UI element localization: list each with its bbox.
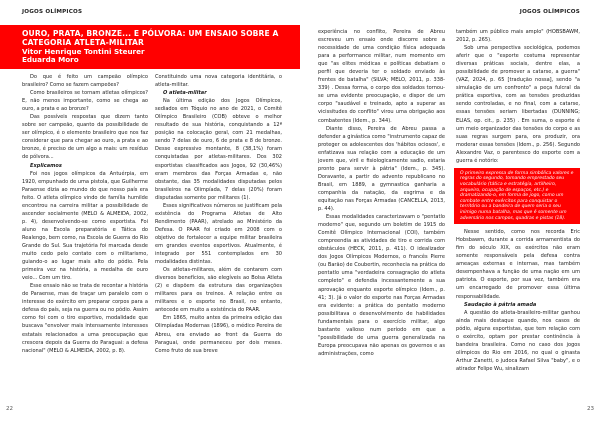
block-quote-text: O primeiro expressa de forma simbólica valores e regras do segundo, tomando emprestado seu vocabulário (tática e estratégia, artilheiro, arqueiro, ocupação de espaços, etc.) e dramatizando-o, em forma de jogo, como um combate entre exércitos para conquistar o território ou a bandeira de quem seria o seu inimigo numa batalha, mas que é somente um adversário nos campos, quadras e pistas (18). xyxy=(460,170,574,221)
block-quote xyxy=(454,168,580,224)
paragraph: Esses significativos números se justificam pela existência do Programa Atletas de Alto Rendimento (PAAR), atrelado ao Ministério da Defesa. O PAAR foi criado em 2008 com o objetivo de fortalecer a equipe militar brasileira em grandes eventos esportivos. Atualmente, é integrado por 551 contemplados em 30 modalidades distintas. xyxy=(155,202,282,266)
paragraph: Nesse sentido, como nos recorda Eric Hobsbawm, durante a corrida armamentista do fim do século XIX, os exércitos não eram somente responsáveis pela defesa contra ameaças externas e internas, mas também desempenhava a função de uma nação em um patriota. O esporte, por sua vez, também era um encarregado de promover essa última responsabilidade. xyxy=(456,229,580,300)
running-head-right: JOGOS OLÍMPICOS xyxy=(519,9,580,15)
article-title-line-1: OURO, PRATA, BRONZE... E PÓLVORA: UM ENSAIO SOBRE A xyxy=(22,29,279,38)
author-name: Vitor Henrique Tontini Steurer xyxy=(22,47,145,57)
paragraph: Essas modalidades caracterizavam o "pentatlo moderno" que, segundo um boletim de 1915 do Comitê Olímpico Internacional (COI), também compreendia as atividades de tiro e corrida com obstáculos (HECK, 2011, p. 411). O idealizador dos Jogos Olímpicos Modernos, o francês Pierre (ou Barão) de Coubertin, reconhecia na prática do pentatlo uma "verdadeira consagração do atleta completo" e defendia incessantemente a sua aprovação enquanto esporte olímpico (Idem., p. 41; 3). Já o valor do esporte nas Forças Armadas era evidente: a prática do pentatlo moderno possibilitava o desenvolvimento de habilidades fundamentais para o exercício militar, algo bastante valioso num período em que a "possibilidade de uma guerra generalizada na Europa preocupava não apenas os governos e as administrações, como xyxy=(318,214,445,357)
paragraph: experiência no conflito, Pereira de Abreu escreveu um ensaio onde discorre sobre a necessidade de uma condição física adequada para a performance militar, num momento em que "as elites médicas e políticas debatiam o perfil que deveria ter o soldado enviado às frentes de batalha" (SILVA; MELO, 2011, p. 338-339) . Dessa forma, o corpo dos soldados tornou-se uma evidente preocupação, e dispor de um corpo "saudável e treinado, apto a superar as vicissitudes do conflito" virou uma obrigação aos combatentes (Idem., p. 344). xyxy=(318,29,445,124)
text-column-4 xyxy=(456,28,580,373)
page-number-left: 22 xyxy=(6,406,13,412)
paragraph: Em 1865, muito antes da primeira edição das Olimpíadas Modernas (1896), o médico Pereira de Abreu, era enviado ao front da Guerra do Paraguai, onde permaneceu por dois meses. Como fruto de sua breve xyxy=(155,315,282,354)
article-authors xyxy=(22,48,300,64)
section-subheading: Explicamos xyxy=(30,162,62,169)
text-column-1 xyxy=(22,73,148,355)
paragraph: Os atletas-militares, além de contarem com diversos benefícios, são elegíveis ao Bolsa Atleta (2) e dispõem da estrutura das organizações militares para os treinos. A relação entre os militares e o esporte no Brasil, no entanto, antecede em muito a existência do PAAR. xyxy=(155,267,282,314)
paragraph: Como brasileiros se tornam atletas olímpicos? E, não menos importante, como se chega ao ouro, a prata e ao bronze? xyxy=(22,90,148,113)
paragraph: Esse ensaio não se trata de recontar a história de Paraense, mas de traçar um paralelo com o interesse do exército em preparar corpos para a defesa do país, seja na guerra ou no pódio. Assim como foi com o tiro esportivo, modalidade que buscava "envolver mais intensamente interesses estatais relacionados a uma preocupação que crescera depois da Guerra do Paraguai: a defesa nacional" (MELO & ALMEIDA, 2002, p. 8). xyxy=(22,283,148,354)
paragraph: Sob uma perspectiva sociológica, podemos aferir que o "esporte costuma representar diversas práticas sociais, dentre elas, a possibilidade de promover a catarse, a guerra" (VAZ, 2024, p. 65 [tradução nossa], sendo "a simulação de um confronto" a peça fulcral da prática esportiva, com as tensões produzidas sendo controladas, e no final, com a catarse, essas tensões seriam libertadas (DUNNING; ELIAS, op. cit., p. 235) . Em suma, o esporte é um meio organizador das tensões do corpo e as suas regras surgem para, ora produzir, ora moderar essas tensões (Idem., p. 256). Segundo Alexandre Vaz, o parentesco do esporte com a guerra é notório: xyxy=(456,45,580,164)
text-column-2 xyxy=(155,73,282,355)
text-column-3 xyxy=(318,28,445,358)
paragraph: Diante disso, Pereira de Abreu passa a defender a ginástica como "instrumento capaz de proteger os adolescentes dos 'hábitos ociosos', e enfatizava sua relação com a educação de um jovem que, viril e fisiologicamente sadio, estaria pronto para servir à pátria" (Idem., p. 345). Doravante, a partir do advento republicano no Brasil, em 1889, a gymnastica ganharia a companhia da natação, da esgrima e da equitação nas Forças Armadas (CANCELLA, 2013, p. 44). xyxy=(318,125,445,213)
author-name: Eduarda Moro xyxy=(22,54,79,64)
paragraph: Na última edição dos Jogos Olímpicos, sediados em Tóquio no ano de 2021, o Comitê Olímpico Brasileiro (COB) obteve o melhor resultado de sua história, conquistando a 12ª posição na colocação geral, com 21 medalhas, sendo 7 delas de ouro, 6 de prata e 8 de bronze. Desse expressivo montante, 8 (38,1%) foram conquistadas por atletas-militares. Dos 302 esportistas classificados aos Jogos, 92 (30,46%) eram membros das Forças Armadas e, não obstante, das 35 modalidades disputadas pelos brasileiros na Olimpíada, 7 delas (20%) foram disputadas somente por militares (1). xyxy=(155,98,282,201)
article-title-line-2: CATEGORIA ATLETA-MILITAR xyxy=(22,37,144,47)
article-title xyxy=(22,30,300,47)
paragraph: Do que é feito um campeão olímpico brasileiro? Como se fazem campeões? xyxy=(22,74,148,89)
paragraph: também um público mais amplo" (HOBSBAWM, 2012, p. 265). xyxy=(456,29,580,44)
running-head-left: JOGOS OLÍMPICOS xyxy=(22,9,83,15)
paragraph: A questão do atleta-brasileiro-militar ganhou ainda mais destaque quando, nos casos de pódio, alguns esportistas, que tem relação com o exército, optam por prestar continência à bandeira brasileira. Como no caso dos jogos olímpicos do Rio em 2016, no qual o ginasta Arthur Zanetti, o judoca Rafael Silva "baby", e o atirador Felipe Wu, sinalizam xyxy=(456,309,580,372)
section-subheading: O atleta-militar xyxy=(163,90,207,97)
section-subheading: Saudação à pátria amada xyxy=(464,301,537,308)
paragraph: Foi nos jogos olímpicos da Antuérpia, em 1920, empunhado de uma pistola, que Guilherme Paraense dizia ao mundo do que nosso país era feito. O atleta olímpico vindo de família humilde encontrou na carreira militar a possibilidade de ascender socialmente (MELO & ALMEIDA, 2002, p. 4), desenvolvendo-se como esportista. Foi aluno na Escola preparatória e Tática do Realengo, bem como, na Escola de Guerra do Rio Grande do Sul. Sua trajetória foi marcada desde muito cedo pelo contato com o militarismo, guiando-o ao lugar mais alto do pódio. Pela primeira vez na história, a medalha de ouro veio... Com um tiro. xyxy=(22,170,148,282)
article-title-banner xyxy=(0,25,300,69)
paragraph: Das possíveis respostas que dizem tanto sobre ser campeão, quanto da possibilidade de ser olímpico, é o elemento brasileiro que nos faz considerar que para chegar ao ouro, a prata e ao bronze, é preciso de um algo a mais: um resíduo de pólvora... xyxy=(22,114,148,161)
right-page xyxy=(300,0,600,424)
page-number-right: 23 xyxy=(587,406,594,412)
paragraph: Constituindo uma nova categoria identitária, o atleta-militar. xyxy=(155,74,282,89)
